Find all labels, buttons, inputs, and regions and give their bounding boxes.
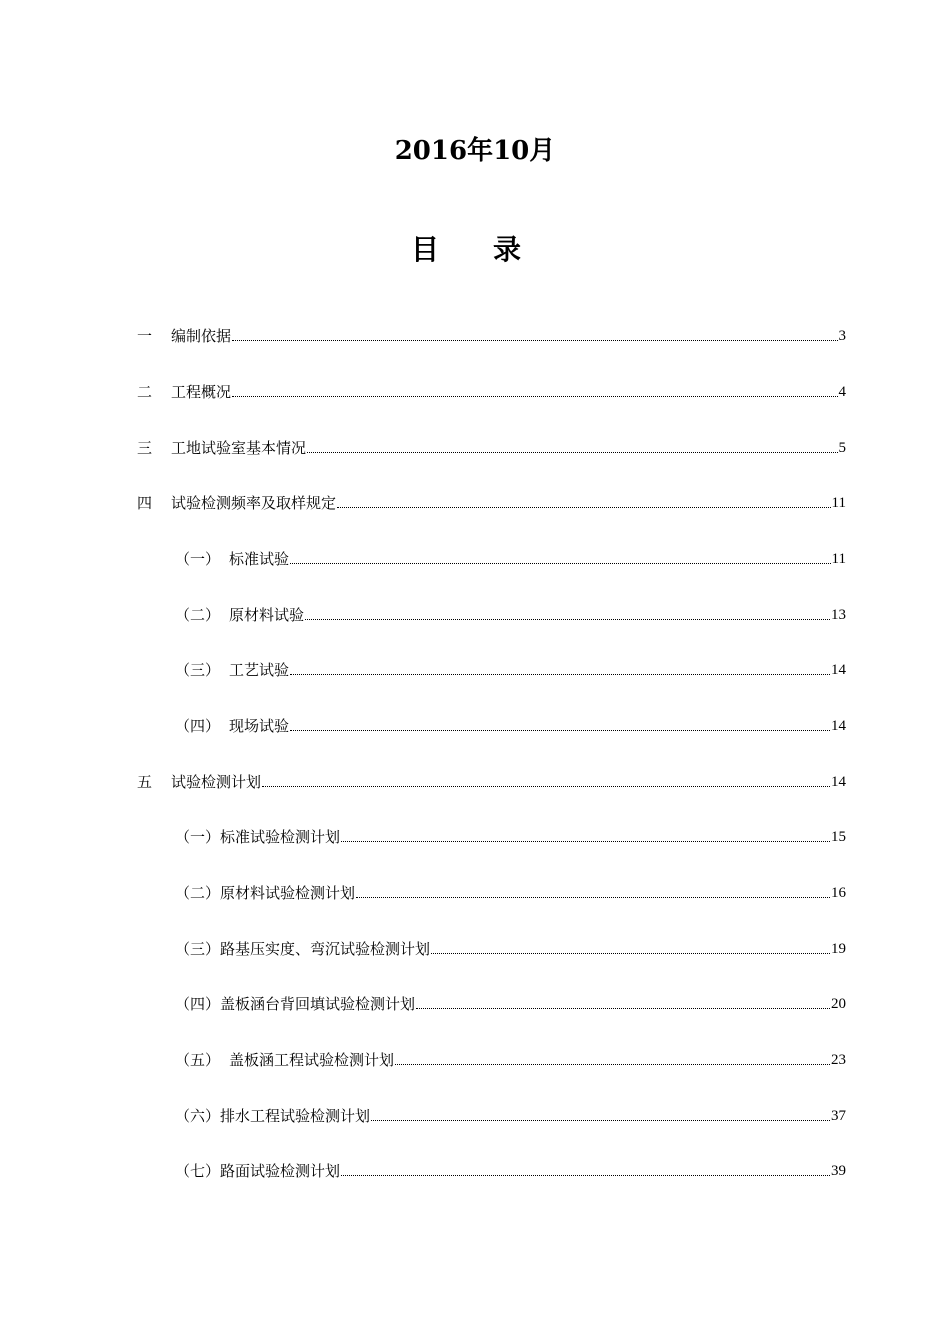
toc-entry-number: 五 xyxy=(137,773,153,791)
toc-leader-dots xyxy=(232,340,837,341)
toc-entry[interactable] xyxy=(175,604,846,626)
toc-entry-number: 三 xyxy=(137,439,153,457)
toc-entry-page: 14 xyxy=(831,662,846,678)
toc-entry-number: （三） xyxy=(175,940,221,958)
toc-entry-page: 11 xyxy=(831,495,846,511)
toc-leader-dots xyxy=(290,674,830,675)
toc-entry-label: 路面试验检测计划 xyxy=(220,1162,341,1180)
toc-entry[interactable] xyxy=(175,1105,846,1127)
toc-leader-dots xyxy=(337,507,831,508)
toc-entry-number: （六） xyxy=(175,1107,221,1125)
toc-entry-number: （二） xyxy=(175,884,221,902)
toc-entry-page: 23 xyxy=(831,1052,846,1068)
toc-entry[interactable] xyxy=(137,381,846,403)
toc-entry-page: 20 xyxy=(831,996,846,1012)
toc-leader-dots xyxy=(371,1120,830,1121)
toc-entry-label: 标准试验 xyxy=(229,550,290,568)
toc-entry-label: 工程概况 xyxy=(171,383,232,401)
toc-entry-page: 14 xyxy=(831,718,846,734)
toc-entry-number: 二 xyxy=(137,383,153,401)
toc-entry-page: 14 xyxy=(831,774,846,790)
toc-entry-label: 原材料试验检测计划 xyxy=(220,884,356,902)
toc-entry[interactable] xyxy=(137,492,846,514)
toc-leader-dots xyxy=(262,786,830,787)
toc-leader-dots xyxy=(232,396,837,397)
toc-leader-dots xyxy=(395,1064,830,1065)
toc-entry-page: 11 xyxy=(831,551,846,567)
toc-leader-dots xyxy=(356,897,830,898)
toc-entry-label: 原材料试验 xyxy=(229,606,305,624)
toc-leader-dots xyxy=(416,1008,830,1009)
toc-entry-label: 盖板涵工程试验检测计划 xyxy=(229,1051,395,1069)
toc-leader-dots xyxy=(290,730,830,731)
toc-leader-dots xyxy=(307,452,837,453)
toc-leader-dots xyxy=(305,619,830,620)
toc-entry-page: 4 xyxy=(838,384,846,400)
toc-entry-label: 试验检测频率及取样规定 xyxy=(171,494,337,512)
toc-entry-page: 39 xyxy=(831,1163,846,1179)
toc-entry-number: 一 xyxy=(137,327,153,345)
toc-entry-number: （四） xyxy=(175,995,221,1013)
toc-entry-label: 编制依据 xyxy=(171,327,232,345)
toc-entry-label: 标准试验检测计划 xyxy=(220,828,341,846)
toc-entry[interactable] xyxy=(175,882,846,904)
toc-entry-label: 排水工程试验检测计划 xyxy=(220,1107,371,1125)
toc-entry[interactable] xyxy=(175,659,846,681)
toc-entry-number: （三） xyxy=(175,661,221,679)
toc-entry-number: 四 xyxy=(137,494,153,512)
toc-leader-dots xyxy=(290,563,831,564)
toc-entry-label: 路基压实度、弯沉试验检测计划 xyxy=(220,940,431,958)
toc-entry[interactable] xyxy=(175,826,846,848)
toc-entry-number: （四） xyxy=(175,717,221,735)
toc-entry-number: （一） xyxy=(175,550,221,568)
toc-entry-page: 16 xyxy=(831,885,846,901)
toc-entry-number: （七） xyxy=(175,1162,221,1180)
toc-entry-number: （五） xyxy=(175,1051,221,1069)
toc-entry-page: 13 xyxy=(831,607,846,623)
toc-entry-page: 15 xyxy=(831,829,846,845)
toc-entry-page: 37 xyxy=(831,1108,846,1124)
toc-title: 目录 xyxy=(410,233,575,266)
toc-entry[interactable] xyxy=(175,1160,846,1182)
toc-entry-page: 3 xyxy=(838,328,846,344)
toc-entry-number: （一） xyxy=(175,828,221,846)
toc-leader-dots xyxy=(431,953,830,954)
toc-entry-label: 试验检测计划 xyxy=(171,773,262,791)
document-date: 2016年10月 xyxy=(394,136,556,166)
toc-entry-page: 5 xyxy=(838,440,846,456)
toc-entry-label: 工地试验室基本情况 xyxy=(171,439,307,457)
toc-entry[interactable] xyxy=(137,325,846,347)
toc-entry-number: （二） xyxy=(175,606,221,624)
toc-entry[interactable] xyxy=(137,437,846,459)
toc-entry[interactable] xyxy=(175,938,846,960)
toc-leader-dots xyxy=(341,841,830,842)
toc-entry[interactable] xyxy=(137,771,846,793)
toc-entry-page: 19 xyxy=(831,941,846,957)
toc-entry-label: 工艺试验 xyxy=(229,661,290,679)
toc-entry[interactable] xyxy=(175,1049,846,1071)
toc-entry-label: 盖板涵台背回填试验检测计划 xyxy=(220,995,416,1013)
toc-leader-dots xyxy=(341,1175,830,1176)
toc-entry-label: 现场试验 xyxy=(229,717,290,735)
toc-entry[interactable] xyxy=(175,993,846,1015)
toc-entry[interactable] xyxy=(175,715,846,737)
toc-entry[interactable] xyxy=(175,548,846,570)
